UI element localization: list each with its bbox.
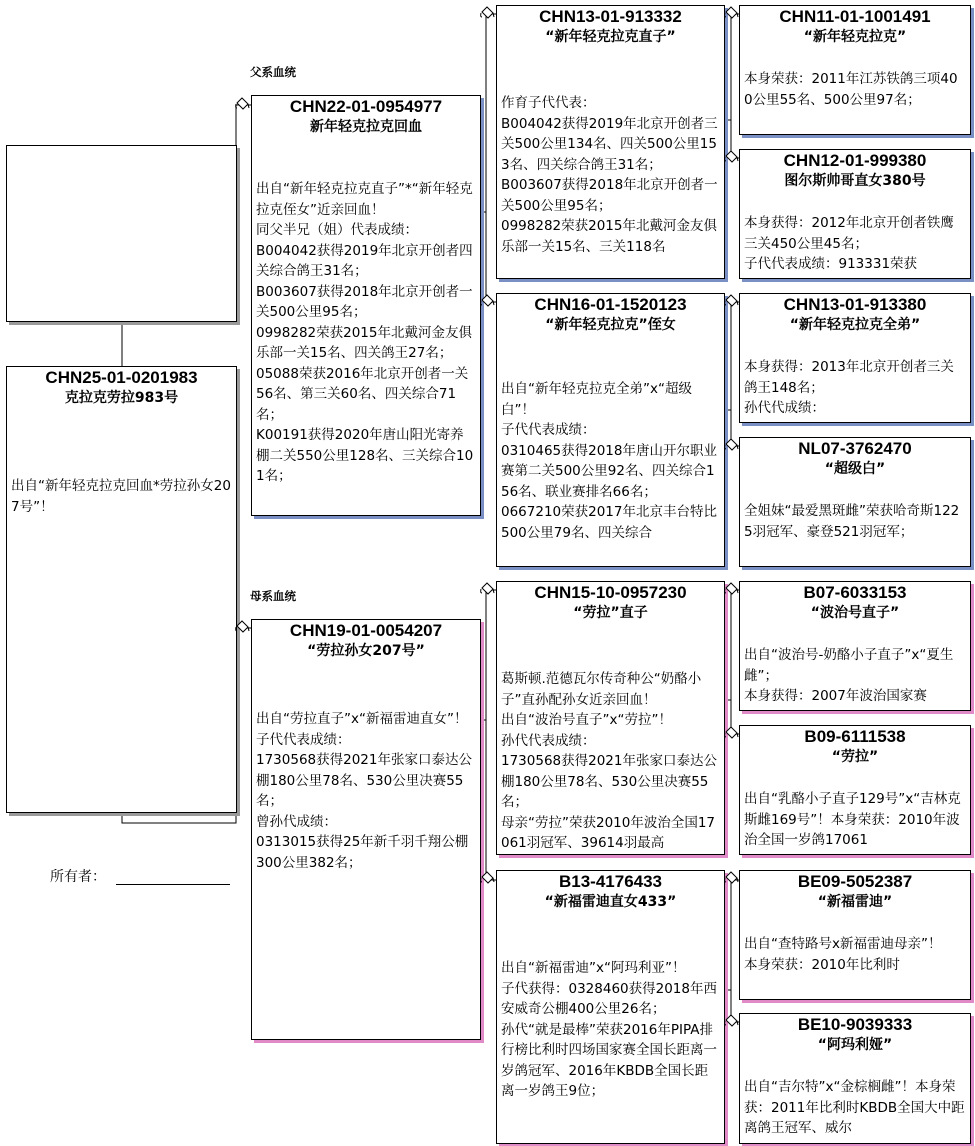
bird-name: “超级白”	[824, 461, 886, 477]
bird-description: 作育子代代表： B004042获得2019年北京开创者三关500公里134名、四关500公里153名、四关综合鸽王31名； B003607获得2018年北京开创者一关500公里95名； 0998282荣获2015年北戴河金友俱乐部一关15名、三关118名	[501, 95, 718, 255]
ring-number: BE10-9039333	[797, 1015, 913, 1034]
fill-bucket-icon[interactable]	[723, 149, 739, 165]
bird-description: 葛斯顿.范德瓦尔传奇种公“奶酪小子”直孙配孙女近亲回血！ 出自“波治号直子”x“劳拉”！ 孙代代表成绩： 1730568获得2021年张家口泰达公棚180公里78名、530公里决赛55名； 母亲“劳拉”荣获2010年波治全国17061羽冠军、39614羽最高	[501, 671, 717, 851]
fill-bucket-icon[interactable]	[234, 96, 250, 112]
bird-name: “劳拉孙女207号”	[307, 643, 425, 659]
bird-name: 新年轻克拉克回血	[310, 119, 422, 135]
ring-number: CHN13-01-913380	[783, 295, 927, 314]
bird-description: 出自“吉尔特”x“金棕榈雌”！本身荣获：2011年比利时KBDB全国大中距离鸽王冠军、威尔	[744, 1079, 965, 1136]
bird-description: 出自“新福雷迪”x“阿玛利亚”！ 子代获得：0328460获得2018年西安威奇公棚400公里26名； 孙代“就是最棒”荣获2016年PIPA排行榜比利时四场国家赛全国长距离一岁鸽冠军、2016年KBDB全国长距离一岁鸽王9位；	[501, 960, 717, 1099]
ring-number: NL07-3762470	[798, 439, 912, 458]
fill-bucket-icon[interactable]	[723, 870, 739, 886]
bird-name: 克拉克劳拉983号	[64, 390, 179, 406]
bird-name: “新年轻克拉克”侄女	[545, 317, 676, 333]
bird-name: “新年轻克拉克全弟”	[789, 317, 921, 333]
bird-name: “波治号直子”	[810, 605, 900, 621]
subject-card[interactable]	[6, 366, 237, 813]
bird-name: “新福雷迪直女433”	[544, 894, 677, 910]
dss-card[interactable]	[739, 581, 971, 711]
bird-name: “阿玛利娅”	[817, 1037, 893, 1053]
bird-name: 图尔斯帅哥直女380号	[784, 173, 926, 189]
sire-sire-card[interactable]	[496, 5, 725, 279]
sire-card[interactable]	[251, 95, 481, 516]
bird-name: “劳拉”	[831, 749, 879, 765]
fill-bucket-icon[interactable]	[479, 581, 495, 597]
bird-description: 出自“新年轻克拉克直子”*“新年轻克拉克侄女”近亲回血！ 同父半兄（姐）代表成绩： B004042获得2019年北京开创者四关综合鸽王31名； B003607获得2018年北京开创者一关500公里95名； 0998282荣获2015年北戴河金友俱乐部一关15名、四关鸽王27名； 05088荣获2016年北京开创者一关56名、第三关60名、四关综合71名； K00191获得2020年唐山阳光寄养棚二关550公里128名、三关综合101名；	[256, 181, 474, 484]
bird-name: “劳拉”直子	[573, 605, 648, 621]
bird-description: 本身获得：2012年北京开创者铁鹰三关450公里45名； 子代代表成绩：913331荣获	[744, 215, 954, 272]
ring-number: CHN16-01-1520123	[534, 295, 687, 314]
dsd-card[interactable]	[739, 725, 971, 855]
bird-name: “新年轻克拉克”	[803, 29, 907, 45]
ring-number: CHN15-10-0957230	[534, 583, 687, 602]
ddd-card[interactable]	[739, 1013, 971, 1144]
ring-number: CHN11-01-1001491	[779, 7, 931, 26]
fill-bucket-icon[interactable]	[479, 293, 495, 309]
fill-bucket-icon[interactable]	[723, 5, 739, 21]
bird-name: “新福雷迪”	[817, 894, 893, 910]
fill-bucket-icon[interactable]	[479, 870, 495, 886]
bird-description: 出自“波治号-奶酪小子直子”x“夏生雌”； 本身获得：2007年波治国家赛	[744, 647, 954, 704]
ring-number: CHN19-01-0054207	[289, 621, 443, 640]
bird-description: 出自“乳酪小子直子129号”x“吉林克斯雌169号”！本身荣获：2010年波治全国一岁鸽17061	[744, 791, 961, 848]
bird-description: 全姐妹“最爱黑斑雌”荣获哈奇斯1225羽冠军、豪登521羽冠军；	[744, 503, 960, 540]
bird-description: 出自“劳拉直子”x“新福雷迪直女”！ 子代代表成绩： 1730568获得2021年张家口泰达公棚180公里78名、530公里决赛55名； 曾孙代成绩： 0313015获得25年新千羽千翔公棚300公里382名；	[256, 711, 472, 871]
ring-number: B13-4176433	[558, 872, 663, 891]
sire-dam-card[interactable]	[496, 293, 725, 567]
sire-line-label: 父系血统	[250, 65, 296, 79]
fill-bucket-icon[interactable]	[723, 581, 739, 597]
dam-card[interactable]	[251, 619, 481, 1040]
dam-sire-card[interactable]	[496, 581, 725, 855]
photo-placeholder[interactable]	[6, 145, 237, 322]
ssd-card[interactable]	[739, 149, 971, 279]
fill-bucket-icon[interactable]	[723, 293, 739, 309]
fill-bucket-icon[interactable]	[723, 725, 739, 741]
sdd-card[interactable]	[739, 437, 971, 567]
dds-card[interactable]	[739, 870, 971, 1000]
bird-description: 出自“查特路号x新福雷迪母亲”！ 本身荣获：2010年比利时	[744, 936, 942, 973]
bird-description: 本身获得：2013年北京开创者三关鸽王148名； 孙代代成绩：	[744, 359, 954, 416]
ring-number: B07-6033153	[803, 583, 907, 602]
ring-number: CHN13-01-913332	[539, 7, 682, 26]
dam-dam-card[interactable]	[496, 870, 725, 1144]
owner-label: 所有者：	[50, 869, 106, 885]
dam-line-label: 母系血统	[250, 589, 296, 603]
bird-description: 出自“新年轻克拉克回血*劳拉孙女207号”！	[11, 478, 231, 515]
fill-bucket-icon[interactable]	[479, 5, 495, 21]
bird-description: 出自“新年轻克拉克全弟”x“超级白”！ 子代代表成绩： 0310465获得2018年唐山开尔职业赛第二关500公里92名、四关综合156名、联业赛排名66名； 0667210荣获2017年北京丰台特比500公里79名、四关综合	[501, 381, 717, 541]
fill-bucket-icon[interactable]	[234, 619, 250, 635]
bird-name: “新年轻克拉克直子”	[545, 29, 676, 45]
ring-number: CHN25-01-0201983	[45, 368, 198, 387]
fill-bucket-icon[interactable]	[723, 437, 739, 453]
fill-bucket-icon[interactable]	[723, 1013, 739, 1029]
ring-number: BE09-5052387	[797, 872, 913, 891]
sds-card[interactable]	[739, 293, 971, 423]
owner-signature-line[interactable]	[116, 884, 230, 885]
ring-number: CHN22-01-0954977	[289, 97, 443, 116]
ring-number: B09-6111538	[804, 727, 906, 746]
sss-card[interactable]	[739, 5, 971, 135]
ring-number: CHN12-01-999380	[783, 151, 927, 170]
bird-description: 本身荣获：2011年江苏铁鸽三项400公里55名、500公里97名；	[744, 71, 958, 108]
